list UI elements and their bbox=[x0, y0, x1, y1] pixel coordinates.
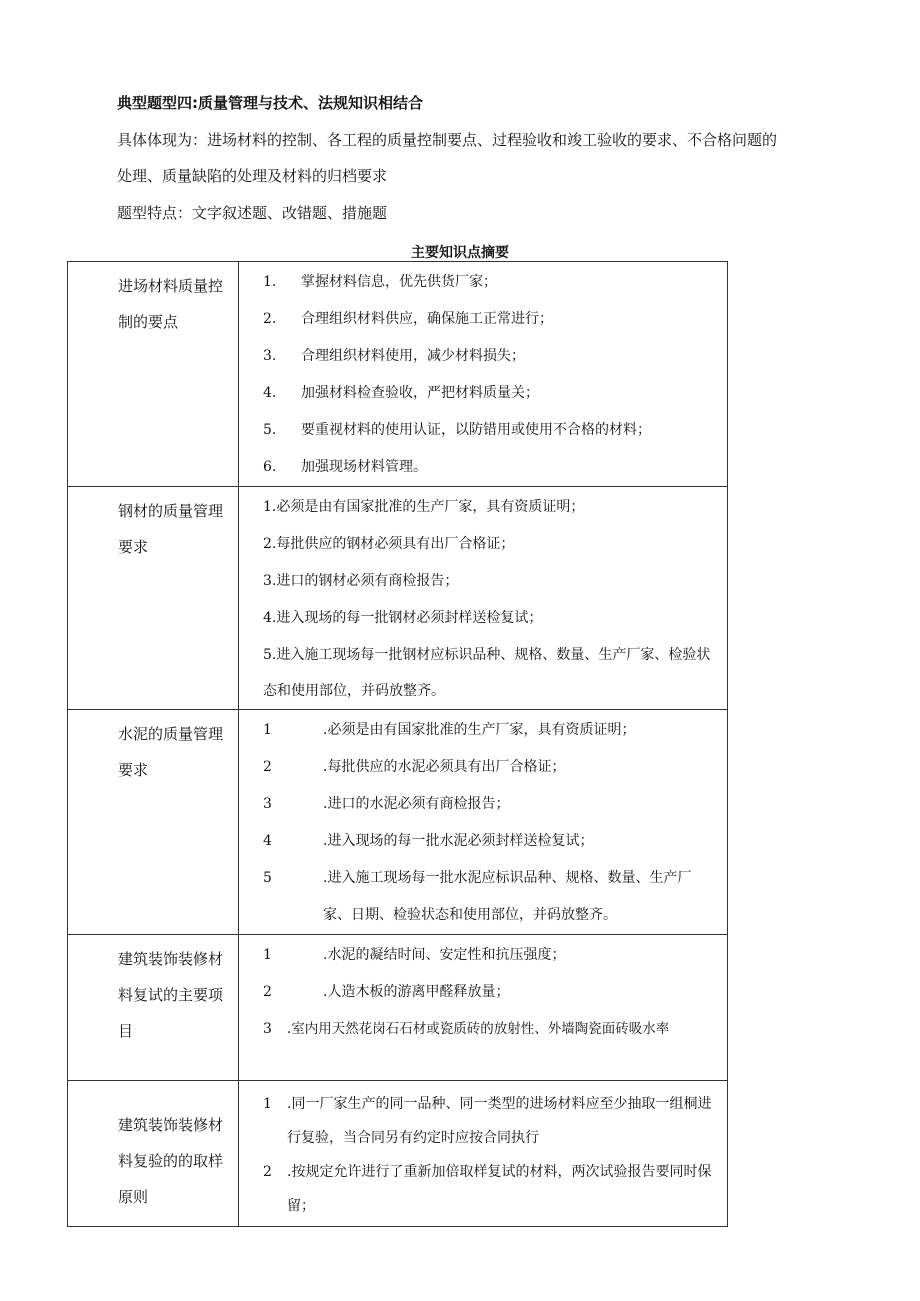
item-text: 2.每批供应的钢材必须具有出厂合格证； bbox=[263, 536, 515, 552]
item-text: .进口的水泥必须有商检报告； bbox=[323, 796, 510, 812]
item-list bbox=[239, 262, 727, 486]
list-item bbox=[263, 449, 717, 486]
list-item bbox=[263, 301, 717, 338]
list-item bbox=[263, 974, 717, 1011]
item-text: 合理组织材料供应，确保施工正常进行； bbox=[301, 311, 553, 327]
list-item bbox=[263, 600, 717, 637]
row-label: 水泥的质量管理要求 bbox=[118, 725, 224, 779]
item-text: 要重视材料的使用认证，以防错用或使用不合格的材料； bbox=[301, 422, 651, 438]
row-label: 进场材料质量控制的要点 bbox=[118, 277, 224, 331]
list-item bbox=[263, 637, 717, 709]
list-item bbox=[263, 264, 717, 301]
item-number: 2 bbox=[263, 1164, 272, 1180]
list-item bbox=[263, 526, 717, 563]
list-item bbox=[263, 749, 717, 786]
item-number: 3 bbox=[263, 796, 272, 812]
item-number: 6. bbox=[263, 459, 277, 475]
item-text: .室内用天然花岗石石材或瓷质砖的放射性、外墙陶瓷面砖吸水率 bbox=[287, 1021, 670, 1037]
item-text: 4.进入现场的每一批钢材必须封样送检复试； bbox=[263, 610, 543, 626]
table-row bbox=[68, 1081, 728, 1227]
item-number: 4 bbox=[263, 833, 272, 849]
list-item bbox=[263, 823, 717, 860]
list-item bbox=[263, 860, 717, 934]
list-item bbox=[263, 412, 717, 449]
row-label: 钢材的质量管理要求 bbox=[118, 502, 224, 556]
item-number: 1 bbox=[263, 947, 272, 963]
item-text: .水泥的凝结时间、安定性和抗压强度； bbox=[323, 947, 566, 963]
item-list bbox=[239, 487, 727, 709]
table-row bbox=[68, 262, 728, 487]
table-row bbox=[68, 487, 728, 710]
item-text: 掌握材料信息，优先供货厂家； bbox=[301, 274, 497, 290]
item-text: .进入施工现场每一批水泥应标识品种、规格、数量、生产厂家、日期、检验状态和使用部位，并码放整齐。 bbox=[323, 870, 692, 923]
list-item bbox=[263, 563, 717, 600]
item-number: 2 bbox=[263, 984, 272, 1000]
item-text: 5.进入施工现场每一批钢材应标识品种、规格、数量、生产厂家、检验状态和使用部位，并码放整齐。 bbox=[263, 647, 711, 699]
item-text: .同一厂家生产的同一品种、同一类型的进场材料应至少抽取一组桐进行复验，当合同另有约定时应按合同执行 bbox=[287, 1096, 712, 1146]
item-text: .人造木板的游离甲醛释放量； bbox=[323, 984, 510, 1000]
item-text: 加强现场材料管理。 bbox=[301, 459, 427, 475]
list-item bbox=[263, 375, 717, 412]
intro-line-2: 处理、质量缺陷的处理及材料的归档要求 bbox=[117, 167, 388, 185]
list-item bbox=[263, 338, 717, 375]
item-number: 5. bbox=[263, 422, 277, 438]
item-number: 2 bbox=[263, 759, 272, 775]
item-text: 1.必须是由有国家批准的生产厂家，具有资质证明； bbox=[263, 499, 585, 515]
item-text: 加强材料检查验收，严把材料质量关； bbox=[301, 385, 539, 401]
item-list bbox=[239, 935, 727, 1048]
item-number: 5 bbox=[263, 870, 272, 886]
item-number: 2. bbox=[263, 311, 277, 327]
item-text: .进入现场的每一批水泥必须封样送检复试； bbox=[323, 833, 594, 849]
row-label: 建筑装饰装修材料复验的的取样原则 bbox=[118, 1116, 224, 1206]
item-text: 3.进口的钢材必须有商检报告； bbox=[263, 573, 459, 589]
item-number: 1. bbox=[263, 274, 277, 290]
list-item bbox=[263, 1011, 717, 1048]
table-title: 主要知识点摘要 bbox=[411, 245, 509, 261]
row-label: 建筑装饰装修材料复试的主要项目 bbox=[118, 950, 224, 1040]
item-text: .必须是由有国家批准的生产厂家，具有资质证明； bbox=[323, 722, 636, 738]
list-item bbox=[263, 1087, 717, 1155]
item-text: 合理组织材料使用，减少材料损失； bbox=[301, 348, 525, 364]
item-text: .按规定允许进行了重新加倍取样复试的材料，两次试验报告要同时保留； bbox=[287, 1164, 712, 1214]
intro-line-1: 具体体现为：进场材料的控制、各工程的质量控制要点、过程验收和竣工验收的要求、不合格问题的 bbox=[117, 131, 778, 149]
item-number: 3. bbox=[263, 348, 277, 364]
list-item bbox=[263, 937, 717, 974]
item-number: 4. bbox=[263, 385, 277, 401]
list-item bbox=[263, 786, 717, 823]
item-list bbox=[239, 1081, 727, 1223]
list-item bbox=[263, 1155, 717, 1223]
table-row bbox=[68, 935, 728, 1081]
item-text: .每批供应的水泥必须具有出厂合格证； bbox=[323, 759, 566, 775]
item-number: 1 bbox=[263, 722, 272, 738]
page-heading: 典型题型四:质量管理与技术、法规知识相结合 bbox=[117, 94, 424, 112]
knowledge-table bbox=[67, 261, 728, 1227]
table-row bbox=[68, 710, 728, 935]
list-item bbox=[263, 712, 717, 749]
list-item bbox=[263, 489, 717, 526]
item-number: 3 bbox=[263, 1021, 272, 1037]
item-list bbox=[239, 710, 727, 934]
intro-line-3: 题型特点：文字叙述题、改错题、措施题 bbox=[117, 204, 388, 222]
item-number: 1 bbox=[263, 1096, 272, 1112]
